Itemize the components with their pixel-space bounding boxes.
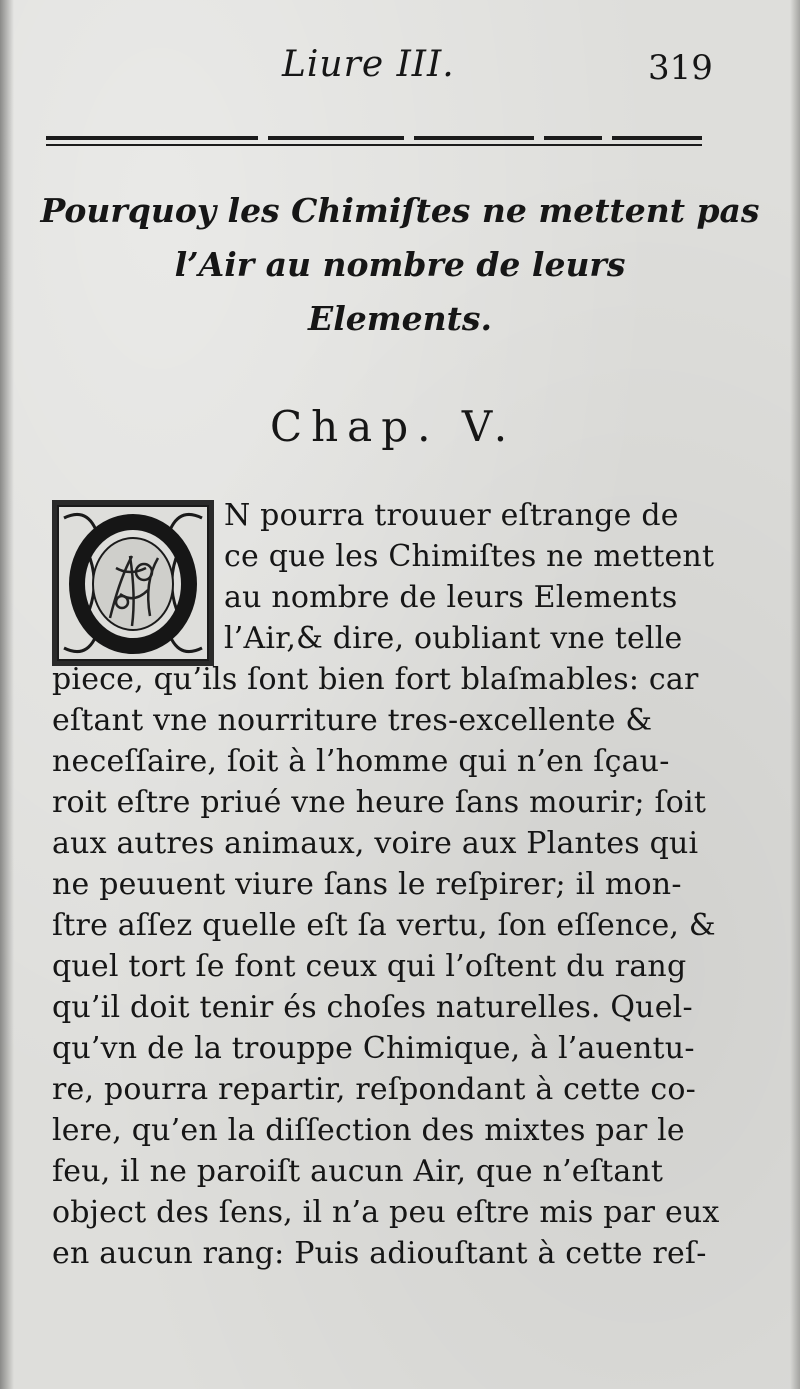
chapter-heading-line: Elements.	[308, 299, 492, 338]
body-line: qu’vn de la trouppe Chimique, à l’auentu-	[52, 1031, 695, 1066]
chapter-heading	[0, 184, 800, 346]
header-rule	[46, 136, 702, 148]
body-line: ne peuuent viure ſans le reſpirer; il mon-	[52, 867, 682, 902]
body-text	[52, 495, 752, 1274]
chapter-heading-line: Pourquoy les Chimiſtes ne mettent pas	[40, 191, 760, 230]
body-line: re, pourra repartir, reſpondant à cette co-	[52, 1072, 696, 1107]
body-line: roit eſtre priué vne heure ſans mourir; ſoit	[52, 785, 707, 820]
running-head	[0, 44, 800, 94]
body-line: quel tort ſe font ceux qui l’oſtent du rang	[52, 949, 687, 984]
page-number: 319	[648, 48, 713, 88]
body-line: neceſſaire, ſoit à l’homme qui n’en ſçau-	[52, 744, 670, 779]
body-line: qu’il doit tenir és choſes naturelles. Quel-	[52, 990, 693, 1025]
chapter-label: Chap. V.	[270, 402, 517, 451]
body-line: ſtre aſſez quelle eſt ſa vertu, ſon eſſence, &	[52, 908, 716, 943]
body-line: en aucun rang: Puis adiouſtant à cette reſ-	[52, 1236, 707, 1271]
running-title: Liure III.	[282, 44, 455, 85]
body-line: N pourra trouuer eſtrange de	[224, 498, 679, 533]
body-line: l’Air,& dire, oubliant vne telle	[224, 621, 683, 656]
body-line: lere, qu’en la diſſection des mixtes par le	[52, 1113, 685, 1148]
body-line: aux autres animaux, voire aux Plantes qui	[52, 826, 699, 861]
chapter-heading-line: l’Air au nombre de leurs	[174, 245, 626, 284]
body-line: object des ſens, il n’a peu eſtre mis par eux	[52, 1195, 720, 1230]
body-line: piece, qu’ils ſont bien fort blaſmables: car	[52, 662, 699, 697]
body-line: eſtant vne nourriture tres-excellente &	[52, 703, 653, 738]
body-line: au nombre de leurs Elements	[224, 580, 678, 615]
body-line: ce que les Chimiſtes ne mettent	[224, 539, 715, 574]
body-line: feu, il ne paroiſt aucun Air, que n’eſtant	[52, 1154, 664, 1189]
